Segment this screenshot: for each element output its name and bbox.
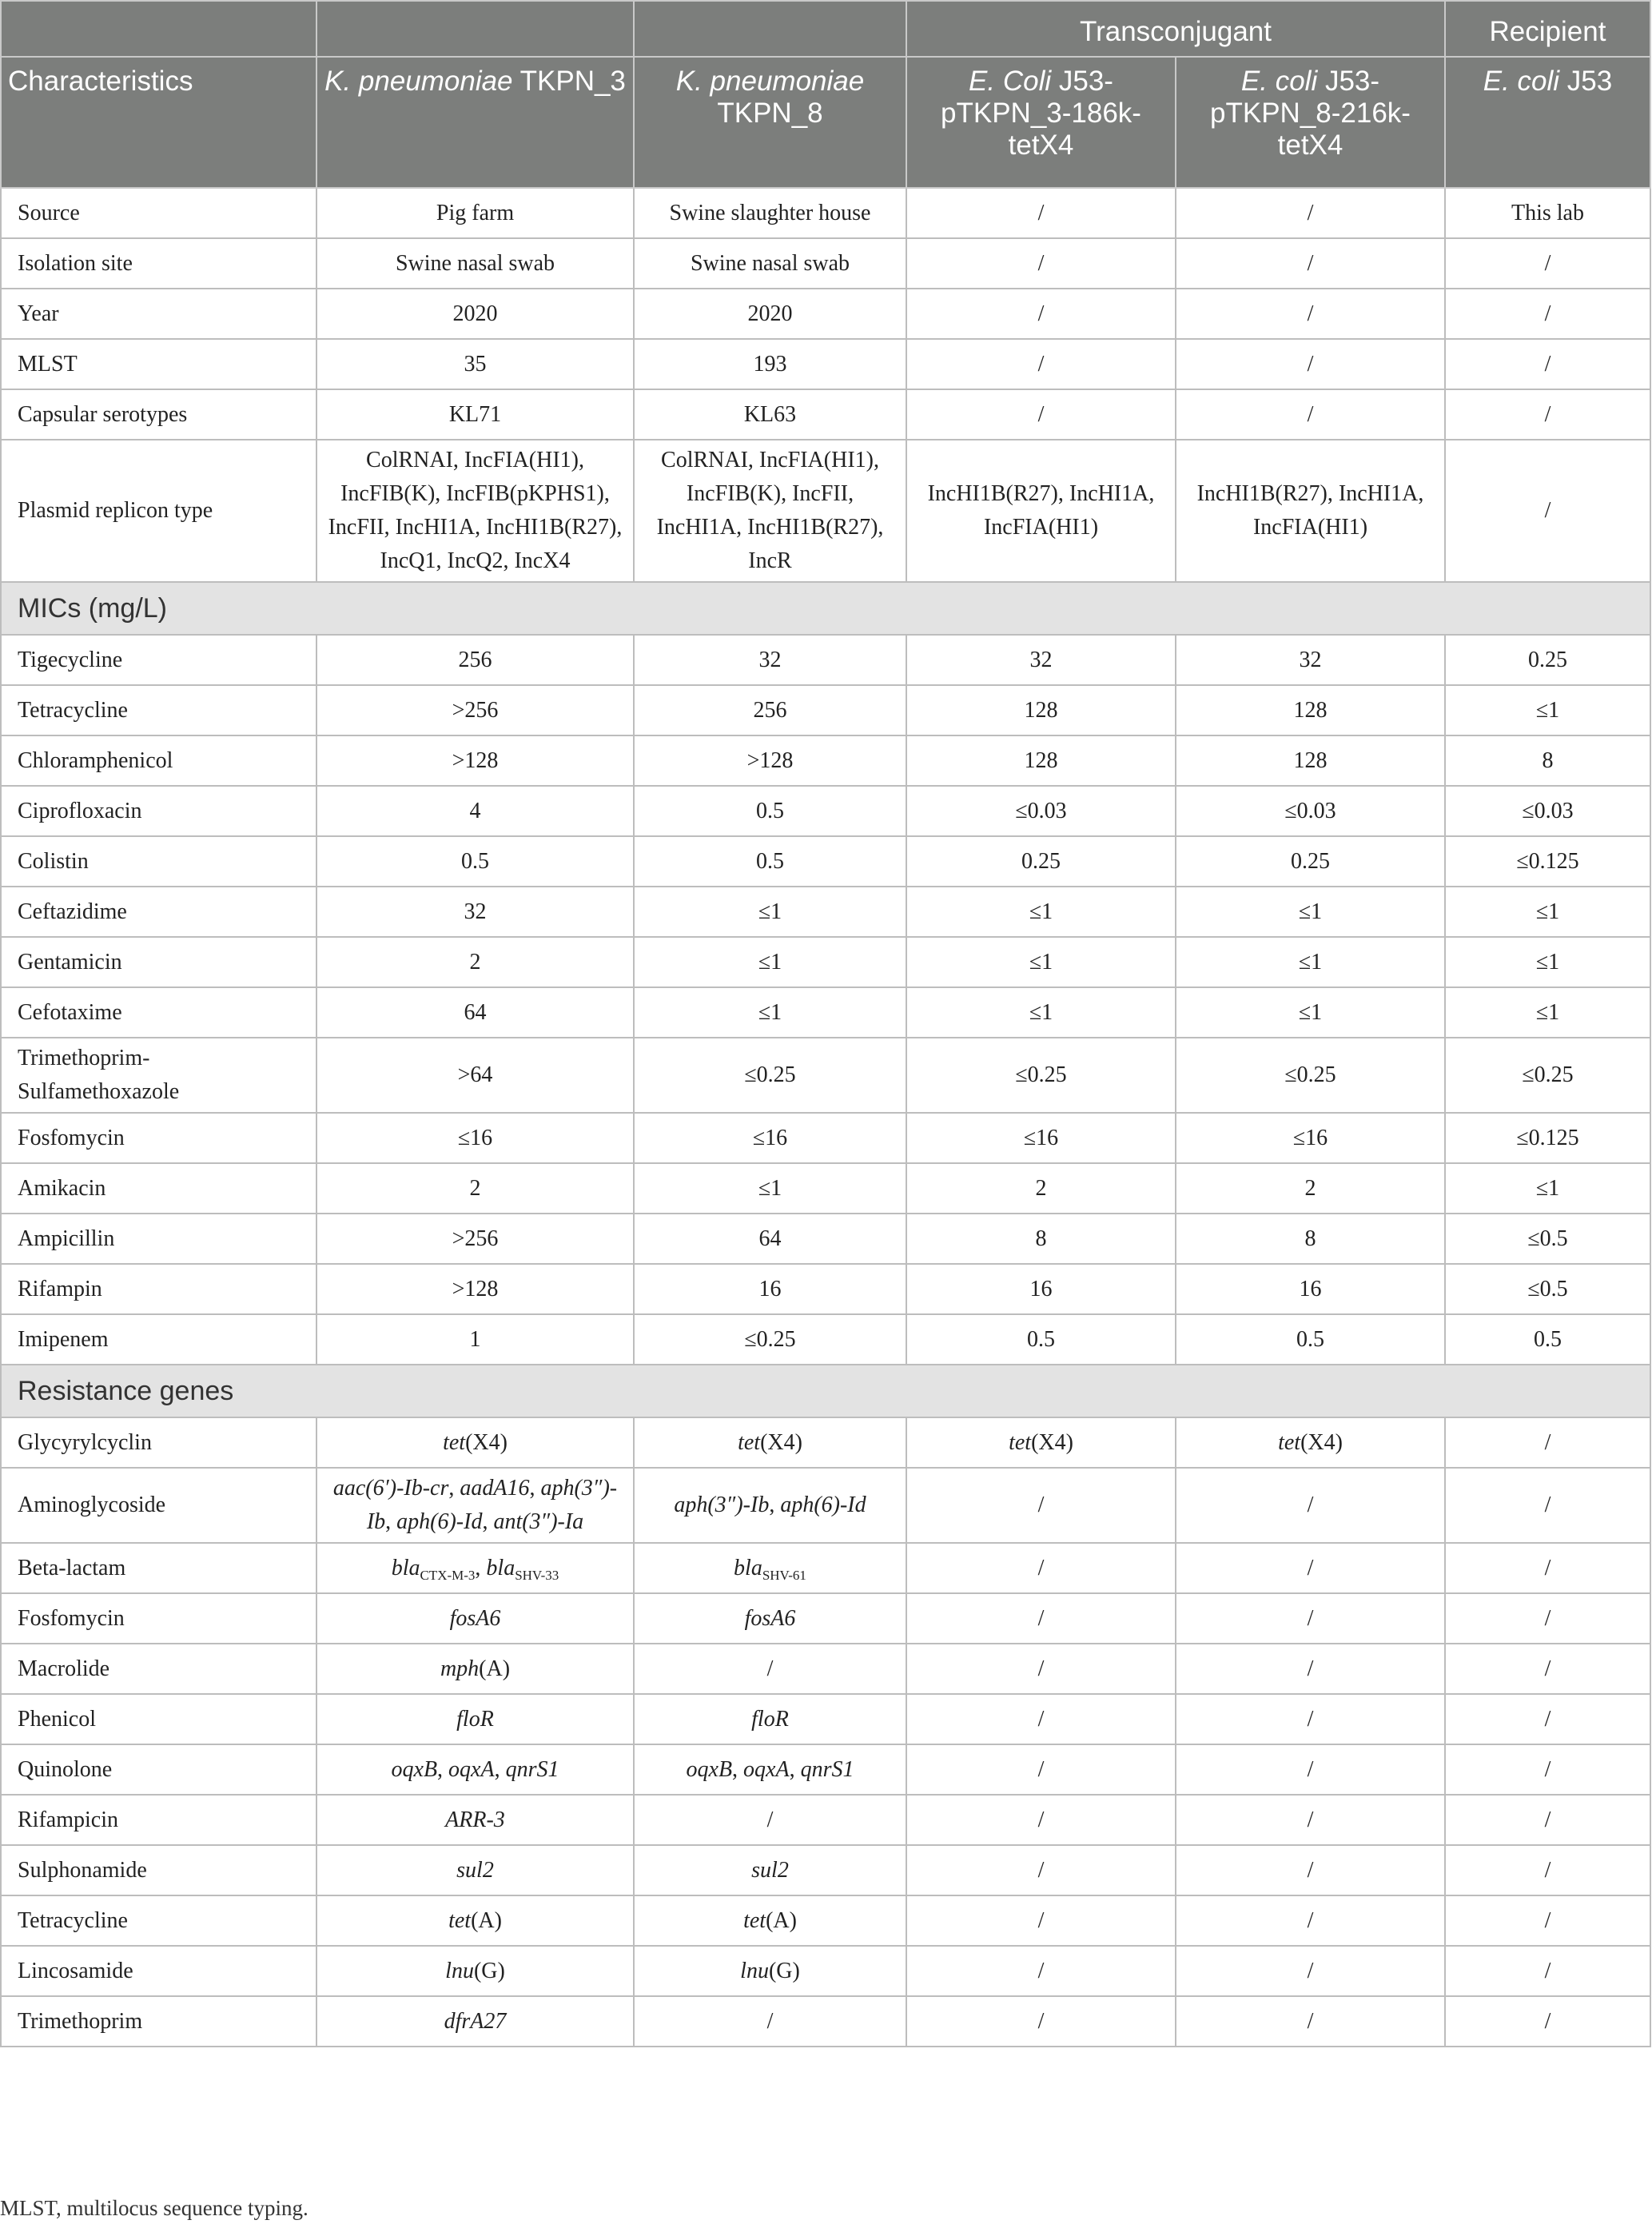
row-label: Cefotaxime: [1, 987, 316, 1038]
header-col-transconjugant-2: [1176, 57, 1445, 188]
table-cell: /: [1445, 1946, 1650, 1996]
table-cell: ≤1: [906, 937, 1176, 987]
table-cell: 8: [906, 1214, 1176, 1264]
table-cell: ≤0.5: [1445, 1214, 1650, 1264]
row-label: Lincosamide: [1, 1946, 316, 1996]
table-row: [1, 1744, 1650, 1795]
table-cell: ≤0.125: [1445, 1113, 1650, 1163]
table-cell: /: [1176, 238, 1445, 289]
table-cell: /: [634, 1795, 906, 1845]
strain-name: J53-pTKPN_8-216k-tetX4: [1210, 66, 1411, 161]
table-cell: ≤0.03: [1445, 786, 1650, 836]
header-columns-row: [1, 57, 1650, 188]
table-cell: /: [906, 1543, 1176, 1593]
table-cell: /: [906, 1895, 1176, 1946]
table-cell: /: [906, 238, 1176, 289]
table-row: [1, 887, 1650, 937]
row-label: Ceftazidime: [1, 887, 316, 937]
table-cell: ≤1: [1176, 937, 1445, 987]
section-title: Resistance genes: [1, 1365, 1650, 1417]
table-cell: /: [1176, 389, 1445, 440]
row-label: Capsular serotypes: [1, 389, 316, 440]
header-group-recipient: Recipient: [1445, 1, 1650, 57]
row-label: Fosfomycin: [1, 1113, 316, 1163]
table-cell: ≤0.03: [1176, 786, 1445, 836]
table-cell: /: [1176, 1895, 1445, 1946]
header-group-transconjugant: Transconjugant: [906, 1, 1445, 57]
table-cell: /: [1445, 1543, 1650, 1593]
species-name: K. pneumoniae: [675, 66, 865, 97]
table-cell: /: [1445, 238, 1650, 289]
table-cell: ≤1: [1176, 887, 1445, 937]
table-cell: /: [634, 1996, 906, 2047]
table-row: [1, 987, 1650, 1038]
table-cell: /: [906, 389, 1176, 440]
row-label: Fosfomycin: [1, 1593, 316, 1644]
header-col-transconjugant-1: [906, 57, 1176, 188]
table-cell: /: [906, 1996, 1176, 2047]
table-body: [1, 188, 1650, 2047]
row-label: Plasmid replicon type: [1, 440, 316, 582]
table-cell: This lab: [1445, 188, 1650, 238]
section-header-row: [1, 582, 1650, 635]
table-cell: 128: [1176, 685, 1445, 735]
row-label: Tigecycline: [1, 635, 316, 685]
table-cell: >256: [316, 1214, 634, 1264]
table-row: [1, 1996, 1650, 2047]
table-cell: /: [1176, 1694, 1445, 1744]
table-cell: tet(X4): [1176, 1417, 1445, 1468]
table-row: [1, 1543, 1650, 1593]
table-cell: /: [906, 1694, 1176, 1744]
table-cell: ≤1: [1445, 987, 1650, 1038]
row-label: Tetracycline: [1, 685, 316, 735]
table-cell: >128: [634, 735, 906, 786]
row-label: Imipenem: [1, 1314, 316, 1365]
table-cell: lnu(G): [634, 1946, 906, 1996]
table-cell: 0.25: [1445, 635, 1650, 685]
table-cell: 128: [1176, 735, 1445, 786]
table-cell: /: [1445, 1996, 1650, 2047]
table-cell: 0.25: [906, 836, 1176, 887]
table-cell: sul2: [316, 1845, 634, 1895]
table-cell: 16: [1176, 1264, 1445, 1314]
table-cell: 1: [316, 1314, 634, 1365]
header-empty-cell: [316, 1, 634, 57]
table-cell: /: [1176, 1946, 1445, 1996]
table-cell: aph(3″)-Ib, aph(6)-Id: [634, 1468, 906, 1543]
table-cell: /: [1176, 188, 1445, 238]
header-characteristics: Characteristics: [1, 57, 316, 188]
table-cell: tet(X4): [634, 1417, 906, 1468]
table-cell: /: [1445, 440, 1650, 582]
species-name: E. coli: [1483, 66, 1560, 97]
strain-name: TKPN_3: [519, 66, 626, 97]
table-header: [1, 1, 1650, 188]
table-cell: IncHI1B(R27), IncHI1A, IncFIA(HI1): [906, 440, 1176, 582]
header-col-recipient: [1445, 57, 1650, 188]
table-cell: ≤16: [316, 1113, 634, 1163]
table-cell: ≤0.25: [1445, 1038, 1650, 1113]
row-label: Ampicillin: [1, 1214, 316, 1264]
row-label: Trimethoprim: [1, 1996, 316, 2047]
strain-name: J53: [1566, 66, 1613, 97]
table-cell: fosA6: [316, 1593, 634, 1644]
table-cell: /: [1445, 289, 1650, 339]
row-label: Source: [1, 188, 316, 238]
table-row: [1, 1038, 1650, 1113]
table-cell: aac(6′)-Ib-cr, aadA16, aph(3″)-Ib, aph(6)-Id, ant(3″)-Ia: [316, 1468, 634, 1543]
table-cell: ≤1: [634, 987, 906, 1038]
table-cell: Pig farm: [316, 188, 634, 238]
table-cell: 64: [634, 1214, 906, 1264]
table-row: [1, 188, 1650, 238]
row-label: Amikacin: [1, 1163, 316, 1214]
table-cell: /: [1176, 289, 1445, 339]
table-cell: 256: [634, 685, 906, 735]
table-cell: ARR-3: [316, 1795, 634, 1845]
species-name: K. pneumoniae: [324, 66, 513, 97]
table-cell: 0.5: [634, 786, 906, 836]
table-row: [1, 735, 1650, 786]
table-row: [1, 1593, 1650, 1644]
table-cell: ColRNAI, IncFIA(HI1), IncFIB(K), IncFII, IncHI1A, IncHI1B(R27), IncR: [634, 440, 906, 582]
table-row: [1, 1264, 1650, 1314]
table-cell: bla$_{SHV-61}$: [634, 1543, 906, 1593]
table-cell: 2: [906, 1163, 1176, 1214]
table-cell: floR: [316, 1694, 634, 1744]
table-row: [1, 1214, 1650, 1264]
table-cell: ≤0.25: [906, 1038, 1176, 1113]
table-cell: 2: [1176, 1163, 1445, 1214]
table-cell: ≤1: [1445, 887, 1650, 937]
table-cell: 32: [1176, 635, 1445, 685]
row-label: Ciprofloxacin: [1, 786, 316, 836]
row-label: Colistin: [1, 836, 316, 887]
table-cell: ≤16: [906, 1113, 1176, 1163]
table-cell: /: [1445, 1417, 1650, 1468]
table-row: [1, 1845, 1650, 1895]
section-title: MICs (mg/L): [1, 582, 1650, 635]
row-label: Beta-lactam: [1, 1543, 316, 1593]
table-cell: 16: [634, 1264, 906, 1314]
table-cell: 32: [906, 635, 1176, 685]
table-cell: 2020: [316, 289, 634, 339]
table-cell: /: [1445, 1593, 1650, 1644]
table-cell: /: [906, 339, 1176, 389]
table-cell: 0.5: [634, 836, 906, 887]
strain-name: J53-pTKPN_3-186k-tetX4: [941, 66, 1141, 161]
table-row: [1, 1895, 1650, 1946]
table-row: [1, 339, 1650, 389]
table-cell: ≤0.25: [634, 1038, 906, 1113]
table-cell: oqxB, oqxA, qnrS1: [634, 1744, 906, 1795]
strain-name: TKPN_8: [717, 98, 823, 129]
table-cell: dfrA27: [316, 1996, 634, 2047]
table-cell: oqxB, oqxA, qnrS1: [316, 1744, 634, 1795]
row-label: Rifampin: [1, 1264, 316, 1314]
table-cell: ≤1: [1445, 1163, 1650, 1214]
table-cell: /: [634, 1644, 906, 1694]
table-cell: /: [1445, 1895, 1650, 1946]
table-cell: /: [906, 1468, 1176, 1543]
table-cell: /: [1445, 389, 1650, 440]
table-cell: 2: [316, 1163, 634, 1214]
table-cell: 35: [316, 339, 634, 389]
table-cell: ≤16: [1176, 1113, 1445, 1163]
row-label: Rifampicin: [1, 1795, 316, 1845]
table-cell: /: [906, 1744, 1176, 1795]
table-cell: /: [1176, 1996, 1445, 2047]
header-col-tkpn3: [316, 57, 634, 188]
table-cell: ColRNAI, IncFIA(HI1), IncFIB(K), IncFIB(pKPHS1), IncFII, IncHI1A, IncHI1B(R27), IncQ1, IncQ2, IncX4: [316, 440, 634, 582]
table-cell: 8: [1445, 735, 1650, 786]
row-label: Phenicol: [1, 1694, 316, 1744]
table-cell: Swine nasal swab: [316, 238, 634, 289]
table-cell: 32: [316, 887, 634, 937]
table-cell: sul2: [634, 1845, 906, 1895]
table-cell: /: [1176, 1543, 1445, 1593]
table-cell: /: [906, 1795, 1176, 1845]
table-cell: /: [1176, 1593, 1445, 1644]
table-cell: ≤1: [906, 987, 1176, 1038]
table-cell: ≤1: [634, 1163, 906, 1214]
row-label: Gentamicin: [1, 937, 316, 987]
table-cell: 16: [906, 1264, 1176, 1314]
table-cell: tet(X4): [906, 1417, 1176, 1468]
table-row: [1, 836, 1650, 887]
row-label: Sulphonamide: [1, 1845, 316, 1895]
table-cell: /: [906, 1593, 1176, 1644]
table-row: [1, 1468, 1650, 1543]
table-cell: >128: [316, 735, 634, 786]
table-cell: /: [1445, 1744, 1650, 1795]
table-cell: Swine slaughter house: [634, 188, 906, 238]
table-row: [1, 238, 1650, 289]
table-cell: tet(X4): [316, 1417, 634, 1468]
table-row: [1, 1694, 1650, 1744]
table-cell: 128: [906, 685, 1176, 735]
table-cell: ≤1: [634, 937, 906, 987]
table-cell: /: [1176, 1845, 1445, 1895]
table-cell: 193: [634, 339, 906, 389]
table-cell: /: [1445, 339, 1650, 389]
header-empty-cell: [1, 1, 316, 57]
table-row: [1, 1417, 1650, 1468]
section-header-row: [1, 1365, 1650, 1417]
table-cell: ≤0.25: [634, 1314, 906, 1365]
table-cell: 64: [316, 987, 634, 1038]
table-cell: ≤0.5: [1445, 1264, 1650, 1314]
table-cell: ≤1: [1176, 987, 1445, 1038]
table-cell: /: [906, 1845, 1176, 1895]
row-label: Isolation site: [1, 238, 316, 289]
table-cell: ≤1: [1445, 937, 1650, 987]
row-label: Trimethoprim-Sulfamethoxazole: [1, 1038, 316, 1113]
table-cell: 0.25: [1176, 836, 1445, 887]
species-name: E. Coli: [969, 66, 1052, 97]
table-cell: /: [906, 289, 1176, 339]
table-row: [1, 1113, 1650, 1163]
table-cell: >256: [316, 685, 634, 735]
row-label: MLST: [1, 339, 316, 389]
table-cell: /: [1176, 339, 1445, 389]
row-label: Glycyrylcyclin: [1, 1417, 316, 1468]
table-cell: /: [906, 1644, 1176, 1694]
table-cell: 2020: [634, 289, 906, 339]
table-cell: /: [1445, 1845, 1650, 1895]
table-cell: KL71: [316, 389, 634, 440]
table-cell: ≤1: [906, 887, 1176, 937]
table-row: [1, 685, 1650, 735]
table-footnote: MLST, multilocus sequence typing.: [0, 2196, 309, 2220]
row-label: Chloramphenicol: [1, 735, 316, 786]
table-cell: 0.5: [1176, 1314, 1445, 1365]
table-row: [1, 1644, 1650, 1694]
table-cell: tet(A): [634, 1895, 906, 1946]
table-cell: bla$_{CTX-M-3}$, bla$_{SHV-33}$: [316, 1543, 634, 1593]
species-name: E. coli: [1240, 66, 1318, 97]
table-cell: tet(A): [316, 1895, 634, 1946]
table-cell: KL63: [634, 389, 906, 440]
table-cell: mph(A): [316, 1644, 634, 1694]
row-label: Quinolone: [1, 1744, 316, 1795]
table-row: [1, 1163, 1650, 1214]
table-cell: lnu(G): [316, 1946, 634, 1996]
table-row: [1, 440, 1650, 582]
table-cell: ≤0.25: [1176, 1038, 1445, 1113]
table-cell: 0.5: [316, 836, 634, 887]
table-cell: /: [1445, 1694, 1650, 1744]
table-cell: 0.5: [1445, 1314, 1650, 1365]
table-cell: /: [1176, 1468, 1445, 1543]
table-row: [1, 1314, 1650, 1365]
table-row: [1, 1946, 1650, 1996]
table-cell: ≤16: [634, 1113, 906, 1163]
table-row: [1, 786, 1650, 836]
header-empty-cell: [634, 1, 906, 57]
table-cell: 4: [316, 786, 634, 836]
table-cell: Swine nasal swab: [634, 238, 906, 289]
table-cell: /: [906, 1946, 1176, 1996]
table-cell: >64: [316, 1038, 634, 1113]
row-label: Year: [1, 289, 316, 339]
table-cell: ≤0.125: [1445, 836, 1650, 887]
header-col-tkpn8: [634, 57, 906, 188]
table-cell: ≤1: [1445, 685, 1650, 735]
table-cell: 128: [906, 735, 1176, 786]
table-cell: 256: [316, 635, 634, 685]
table-cell: /: [1445, 1468, 1650, 1543]
table-cell: /: [1176, 1644, 1445, 1694]
table-cell: >128: [316, 1264, 634, 1314]
table-row: [1, 1795, 1650, 1845]
row-label: Tetracycline: [1, 1895, 316, 1946]
table-cell: fosA6: [634, 1593, 906, 1644]
row-label: Aminoglycoside: [1, 1468, 316, 1543]
table-cell: 2: [316, 937, 634, 987]
table-cell: /: [1176, 1744, 1445, 1795]
table-row: [1, 389, 1650, 440]
table-cell: 32: [634, 635, 906, 685]
table-cell: IncHI1B(R27), IncHI1A, IncFIA(HI1): [1176, 440, 1445, 582]
table-cell: floR: [634, 1694, 906, 1744]
table-cell: ≤0.03: [906, 786, 1176, 836]
table-cell: 8: [1176, 1214, 1445, 1264]
table-cell: ≤1: [634, 887, 906, 937]
table-row: [1, 937, 1650, 987]
table-cell: /: [1445, 1644, 1650, 1694]
header-group-row: [1, 1, 1650, 57]
table-cell: /: [906, 188, 1176, 238]
table-row: [1, 289, 1650, 339]
table-cell: 0.5: [906, 1314, 1176, 1365]
row-label: Macrolide: [1, 1644, 316, 1694]
table-cell: /: [1176, 1795, 1445, 1845]
table-cell: /: [1445, 1795, 1650, 1845]
table-row: [1, 635, 1650, 685]
